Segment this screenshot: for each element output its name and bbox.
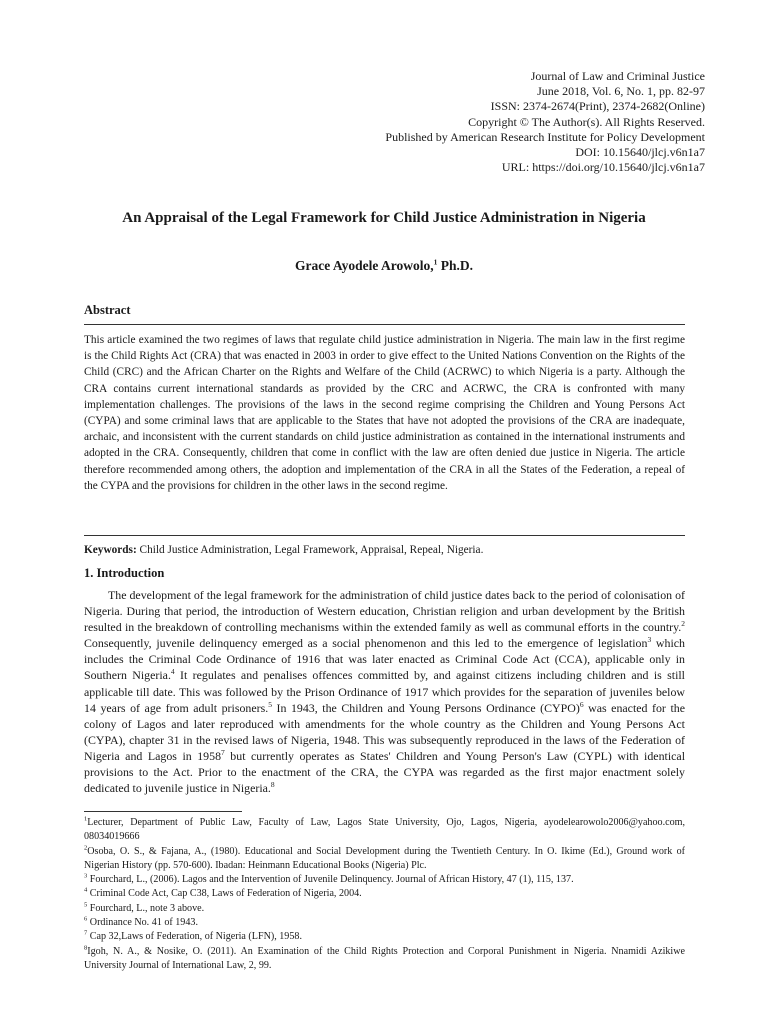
footnote-text: Fourchard, L., note 3 above. xyxy=(87,902,205,914)
footnote-ref-7[interactable]: 7 xyxy=(221,747,225,757)
author-degree: Ph.D. xyxy=(437,258,473,273)
intro-text-2: Consequently, juvenile delinquency emerged as a social phenomenon and this led to the emergence of legislation xyxy=(84,636,648,651)
footnote-number: 6 xyxy=(84,915,88,923)
footnote-text: Ordinance No. 41 of 1943. xyxy=(87,917,198,929)
footnote-ref-6[interactable]: 6 xyxy=(579,699,584,709)
footnote xyxy=(84,930,685,944)
footnote-text: Igoh, N. A., & Nosike, O. (2011). An Examination of the Child Rights Protection and Corporal Punishment in Nigeria. Nnamidi Azikiwe University Journal of International Law, 2, 99. xyxy=(84,945,685,971)
footnote xyxy=(84,873,685,887)
footnote-number: 5 xyxy=(84,901,88,909)
footnote-number: 2 xyxy=(84,844,88,852)
intro-text-4: It regulates and penalises offences committed by, and against citizens including children and is still applicable till date. This was followed by the Prison Ordinance of 1917 which provides for the separation of juveniles below 14 years of age from adult prisoners. xyxy=(84,668,685,715)
footnote-text: Fourchard, L., (2006). Lagos and the Intervention of Juvenile Delinquency. Journal of African History, 47 (1), 115, 137. xyxy=(87,874,574,886)
footnote xyxy=(84,845,685,874)
journal-header xyxy=(385,69,705,175)
keywords-text: Child Justice Administration, Legal Framework, Appraisal, Repeal, Nigeria. xyxy=(136,544,484,556)
article-title: An Appraisal of the Legal Framework for Child Justice Administration in Nigeria xyxy=(122,210,646,226)
abstract-top-rule xyxy=(84,324,685,325)
section-heading-introduction: 1. Introduction xyxy=(84,566,165,580)
footnote xyxy=(84,945,685,974)
footnote xyxy=(84,816,685,845)
footnote xyxy=(84,916,685,930)
author-name: Grace Ayodele Arowolo, xyxy=(295,258,434,273)
intro-text-5: In 1943, the Children and Young Persons Ordinance (CYPO) xyxy=(271,700,580,715)
keywords xyxy=(84,542,685,558)
intro-text-3: which includes the Criminal Code Ordinance of 1916 that was later enacted as Criminal Code Act (CCA), applicable only in Southern Nigeria. xyxy=(84,636,685,683)
journal-issn: ISSN: 2374-2674(Print), 2374-2682(Online) xyxy=(490,99,705,114)
footnote xyxy=(84,887,685,901)
footnote-separator xyxy=(84,811,242,812)
footnotes xyxy=(84,816,685,973)
journal-url[interactable]: URL: https://doi.org/10.15640/jlcj.v6n1a7 xyxy=(501,160,705,175)
abstract-heading: Abstract xyxy=(84,303,131,317)
footnote-number: 8 xyxy=(84,944,88,952)
article-author xyxy=(0,258,768,274)
footnote-ref-5[interactable]: 5 xyxy=(268,699,272,709)
footnote-text: Criminal Code Act, Cap C38, Laws of Federation of Nigeria, 2004. xyxy=(87,888,362,900)
journal-name: Journal of Law and Criminal Justice xyxy=(530,69,705,83)
footnote-text: Osoba, O. S., & Fajana, A., (1980). Educational and Social Development during the Twentieth Century. In O. Ikime (Ed.), Ground work of Nigerian History (pp. 570-600). Ibadan: Heinmann Educational Books (Nigeria) Plc. xyxy=(84,845,685,871)
footnote-ref-4[interactable]: 4 xyxy=(170,667,175,677)
introduction-paragraph xyxy=(84,587,685,796)
footnote xyxy=(84,902,685,916)
intro-text-6: was enacted for the colony of Lagos and later reproduced with amendments for the whole country as the Children and Young Persons Act (CYPA), chapter 31 in the revised laws of Nigeria, 1948. This was subsequently reproduced in the laws of the Federation of Nigeria and Lagos in 1958 xyxy=(84,700,685,763)
footnote-number: 1 xyxy=(84,815,88,823)
author-footnote-ref[interactable]: 1 xyxy=(433,257,438,267)
journal-publisher: Published by American Research Institute for Policy Development xyxy=(385,129,705,144)
footnote-number: 7 xyxy=(84,930,88,938)
abstract-text: This article examined the two regimes of laws that regulate child justice administration in Nigeria. The main law in the first regime is the Child Rights Act (CRA) that was enacted in 2003 in order to give effect to the United Nations Convention on the Rights of the Child (CRC) and the African Charter on the Rights and Welfare of the Child (ACRWC) to which Nigeria is a party. Although the CRA contains current international standards as provided by the CRC and ACRWC, the CRA is confronted with many implementation challenges. The provisions of the laws in the second regime comprising the Children and Young Persons Act (CYPA) and some criminal laws that are applicable to the States that have not adopted the provisions of the CRA are inadequate, archaic, and inconsistent with the current standards on child justice administration as contained in the international instruments and adopted in the CRA. Consequently, children that come in conflict with the law are often denied due justice in Nigeria. The article therefore recommended among others, the adoption and implementation of the CRA in all the States of the Federation, a repeal of the CYPA and the provisions for children in the other laws in the second regime. xyxy=(84,334,685,492)
footnote-ref-8[interactable]: 8 xyxy=(270,780,275,790)
footnote-text: Lecturer, Department of Public Law, Faculty of Law, Lagos State University, Ojo, Lagos, Nigeria, ayodelearowolo2006@yahoo.com, 08034019666 xyxy=(84,817,685,843)
footnote-number: 3 xyxy=(84,872,88,880)
footnote-text: Cap 32,Laws of Federation, of Nigeria (LFN), 1958. xyxy=(87,931,302,943)
footnote-ref-3[interactable]: 3 xyxy=(647,635,652,645)
footnote-number: 4 xyxy=(84,887,88,895)
intro-text-1: The development of the legal framework for the administration of child justice dates back to the period of colonisation of Nigeria. During that period, the introduction of Western education, Christian religion and urban development by the British resulted in the breakdown of controlling mechanisms within the extended family as well as communal efforts in the country. xyxy=(84,588,685,635)
journal-copyright: Copyright © The Author(s). All Rights Reserved. xyxy=(468,114,705,129)
abstract-bottom-rule xyxy=(84,535,685,536)
journal-issue: June 2018, Vol. 6, No. 1, pp. 82-97 xyxy=(537,84,705,99)
footnote-ref-2[interactable]: 2 xyxy=(681,619,685,629)
journal-doi: DOI: 10.15640/jlcj.v6n1a7 xyxy=(575,145,705,160)
keywords-label: Keywords: xyxy=(84,544,137,556)
intro-text-7: but currently operates as States' Children and Young Person's Law (CYPL) with identical provisions to the Act. Prior to the enactment of the CRA, the CYPA was regarded as the first major enactment solely dedicated to juvenile justice in Nigeria. xyxy=(84,748,685,796)
